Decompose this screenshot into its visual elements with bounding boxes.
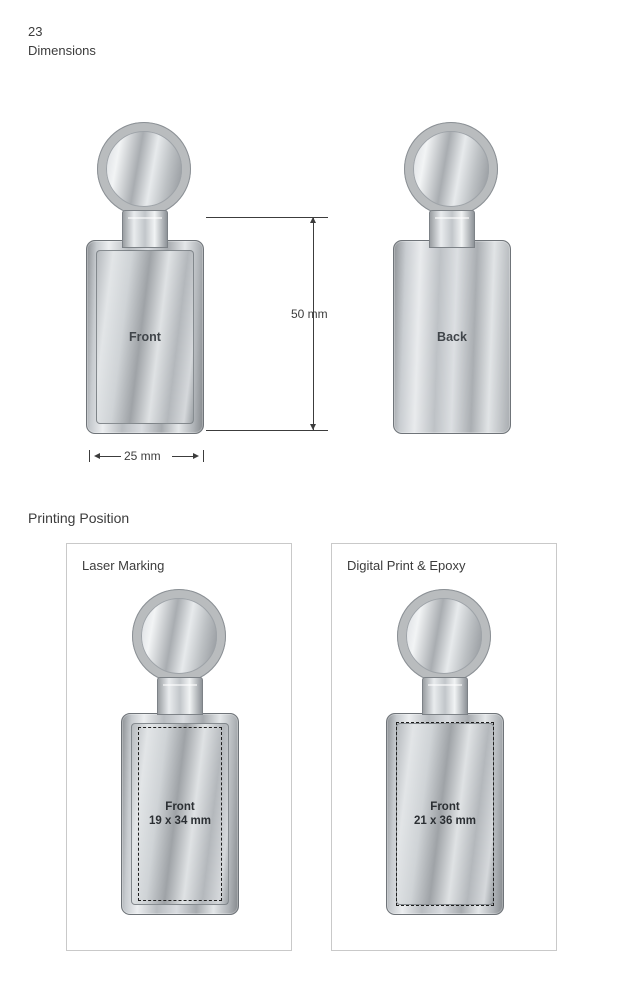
print-area-face-digital: Front xyxy=(430,801,460,813)
keychain-neck-laser xyxy=(157,677,203,715)
width-dimension-line-left xyxy=(99,456,121,457)
page-number: 23 xyxy=(28,24,43,39)
print-area-size-digital: 21 x 36 mm xyxy=(413,815,476,827)
printing-position-title: Printing Position xyxy=(28,510,130,526)
keychain-digital-print xyxy=(374,589,514,929)
height-dimension-line xyxy=(313,217,314,430)
print-area-digital xyxy=(396,722,494,906)
keychain-neck xyxy=(122,210,168,248)
height-arrow-top xyxy=(310,217,316,223)
printing-panel-digital-print xyxy=(331,543,557,951)
keychain-plate-laser xyxy=(121,713,239,915)
keychain-neck-digital xyxy=(422,677,468,715)
keychain-plate-inner-front xyxy=(96,250,194,424)
keychain-plate-back xyxy=(393,240,511,434)
key-ring-icon-back xyxy=(404,122,498,216)
keychain-plate-front xyxy=(86,240,204,434)
width-arrow-right xyxy=(193,453,199,459)
keychain-neck-back xyxy=(429,210,475,248)
dimensions-diagram xyxy=(0,100,619,490)
keychain-plate-digital xyxy=(386,713,504,915)
width-dimension-label: 25 mm xyxy=(124,449,161,463)
width-tick-left xyxy=(89,450,90,462)
print-area-label-digital xyxy=(414,800,476,828)
key-ring-icon-laser xyxy=(132,589,226,683)
keychain-laser-marking xyxy=(109,589,249,929)
key-ring-icon xyxy=(97,122,191,216)
print-area-label-laser xyxy=(149,800,211,828)
print-area-face-laser: Front xyxy=(165,801,195,813)
width-arrow-left xyxy=(94,453,100,459)
width-tick-right xyxy=(203,450,204,462)
print-area-laser xyxy=(138,727,222,901)
panel-title-laser-marking: Laser Marking xyxy=(82,558,165,573)
print-area-size-laser: 19 x 34 mm xyxy=(148,815,211,827)
height-dimension-label: 50 mm xyxy=(291,307,328,321)
page-title: Dimensions xyxy=(28,43,96,58)
page-header xyxy=(28,22,96,60)
front-face-label: Front xyxy=(129,329,161,344)
keychain-back-view xyxy=(381,122,521,442)
keychain-plate-inner-back xyxy=(403,250,501,424)
panel-title-digital-print: Digital Print & Epoxy xyxy=(347,558,466,573)
height-leader-bottom xyxy=(206,430,328,431)
back-face-label: Back xyxy=(437,329,467,344)
height-arrow-bottom xyxy=(310,424,316,430)
key-ring-icon-digital xyxy=(397,589,491,683)
keychain-front-view xyxy=(74,122,214,442)
width-dimension-line-right xyxy=(172,456,194,457)
printing-panel-laser-marking xyxy=(66,543,292,951)
